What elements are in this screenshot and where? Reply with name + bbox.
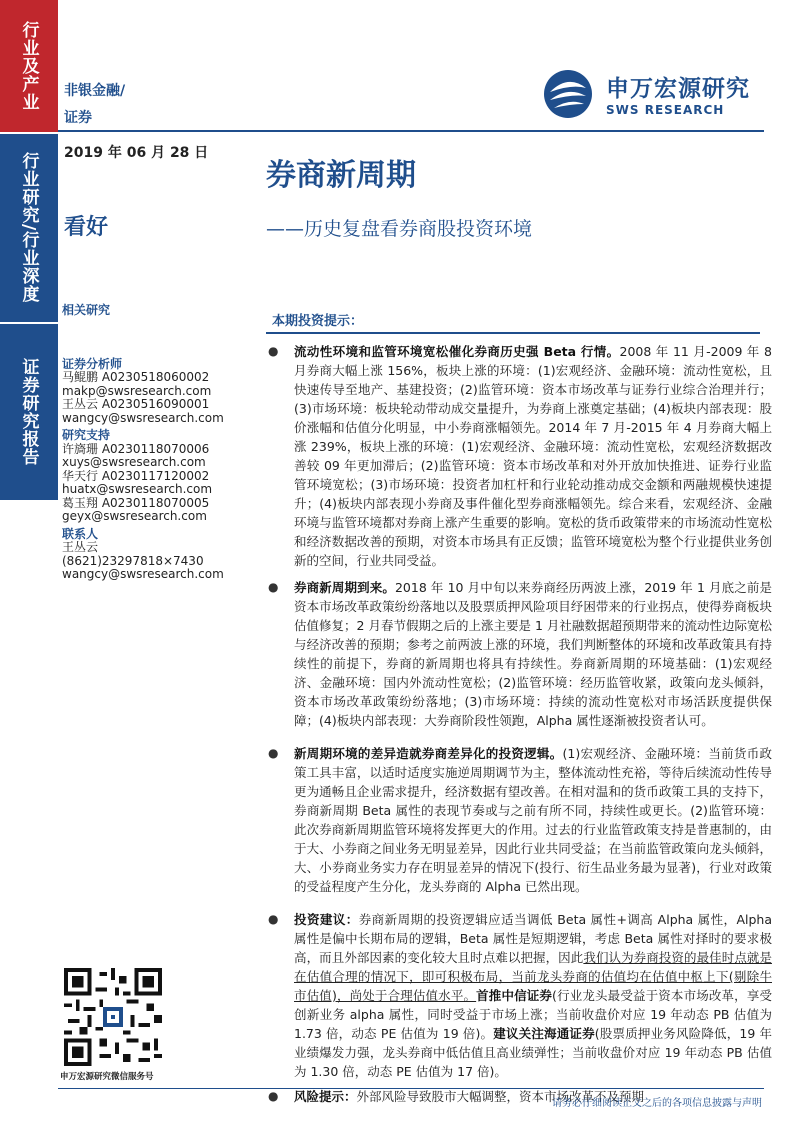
analyst-line: 马鲲鹏 A0230518060002 <box>62 370 210 384</box>
qr-caption: 申万宏源研究微信服务号 <box>60 1072 154 1082</box>
bullet-dot-icon: ● <box>268 580 279 594</box>
contact-email: wangcy@swsresearch.com <box>62 567 224 581</box>
bullet-dot-icon: ● <box>268 344 279 358</box>
analyst-email: wangcy@swsresearch.com <box>62 410 224 425</box>
bullet-heading: 券商新周期到来。 <box>294 580 395 595</box>
bullet-item <box>266 744 772 896</box>
bullet-underlined-text: 我们认为券商投资的最佳时点就是在估值合理的情况下，即可积极布局，当前龙头券商的估值均在估值中枢上下(剔除牛市估值)，尚处于合理估值水平。 <box>294 950 772 1003</box>
bullet-heading: 投资建议： <box>294 912 359 927</box>
bullet-dot-icon: ● <box>268 746 279 760</box>
logo-text <box>606 70 750 117</box>
contact-phone: (8621)23297818×7430 <box>62 553 204 568</box>
support-email: huatx@swsresearch.com <box>62 482 213 496</box>
support-heading: 研究支持 <box>62 428 111 442</box>
analyst-email: makp@swsresearch.com <box>62 383 212 398</box>
logo-english: SWS RESEARCH <box>606 103 725 117</box>
header-divider <box>58 130 764 132</box>
bullet-dot-icon: ● <box>268 1089 279 1103</box>
bullet-text: (股票质押业务风险降低，19 年业绩爆发力强，龙头券商中低估值且高业绩弹性；当前收盘价对应 19 年动态 PB 估值为 1.30 倍，动态 PE 估值为 17 倍)。 <box>294 1026 772 1079</box>
sidebar-band-securities-label: 证券研究报告 <box>18 358 39 466</box>
bullet-bold-text: 建议关注海通证券 <box>493 1026 595 1041</box>
report-subtitle: ——历史复盘看券商股投资环境 <box>266 218 533 240</box>
logo-chinese: 申万宏源研究 <box>606 76 750 102</box>
analyst-heading: 证券分析师 <box>62 356 123 371</box>
bullet-heading: 风险提示： <box>294 1089 357 1104</box>
industry-line-1: 非银金融/ <box>64 83 126 99</box>
summary-bullets <box>266 342 772 1106</box>
summary-heading: 本期投资提示： <box>266 310 760 334</box>
industry-line-2: 证券 <box>64 110 92 126</box>
bullet-dot-icon: ● <box>268 912 279 926</box>
sidebar-band-report-type <box>0 134 58 322</box>
support-email: xuys@swsresearch.com <box>62 455 206 469</box>
contact-heading: 联系人 <box>62 526 99 541</box>
footer-disclaimer: 请务必仔细阅读正文之后的各项信息披露与声明 <box>552 1098 762 1109</box>
bullet-item <box>266 910 772 1081</box>
bullet-text: 2008 年 11 月-2009 年 8 月券商大幅上涨 156%，板块上涨的环境：(1)宏观经济、金融环境：流动性宽松，且快速传导至地产、基建投资；(2)监管环境：资本市场改革与证券行业综合治理并行；(3)市场环境：板块轮动带动成交量提升，为券商上涨奠定基础；(4)板块内部表现：股价涨幅和估值分化明显，中小券商涨幅领先。2014 年 7 月-2015 年 4 月券商大幅上涨 239%，板块上涨的环境：(1)宏观经济、金融环境：流动性宽松，宏观经济数据改善较 09 年更加滞后；(2)监管环境：资本市场改革和对外开放加快推进、证券行业监管环境宽松；(3)市场环境：投资者加杠杆和行业轮动推动成交金额和两融规模快速提升；(4)板块内部表现小券商及事件催化型券商涨幅领先。综合来看，宏观经济、金融环境与监管环境都对券商上涨产生重要的影响。宽松的货币政策带来的市场流动性宽松和经济数据改善的预期，对资本市场具有正反馈；监管环境宽松为整个行业提供业务创新的空间，行业共同受益。 <box>294 344 773 568</box>
report-date: 2019 年 06 月 28 日 <box>64 145 209 161</box>
bullet-item <box>266 578 772 730</box>
rating: 看好 <box>64 215 109 240</box>
report-title: 券商新周期 <box>266 158 416 193</box>
qr-code-icon <box>64 968 162 1066</box>
sidebar-band-report-type-label: 行业研究/行业深度 <box>18 152 39 304</box>
sidebar-band-industry-label: 行业及产业 <box>18 21 39 111</box>
bullet-heading: 流动性环境和监管环境宽松催化券商历史强 Beta 行情。 <box>294 344 620 359</box>
analyst-line: 王丛云 A0230516090001 <box>62 397 210 411</box>
footer-divider <box>58 1088 764 1089</box>
bullet-text: 外部风险导致股市大幅调整，资本市场改革不及预期 <box>356 1089 645 1104</box>
bullet-heading: 新周期环境的差异造就券商差异化的投资逻辑。 <box>294 746 563 761</box>
related-research-heading: 相关研究 <box>62 303 111 317</box>
bullet-text: 2018 年 10 月中旬以来券商经历两波上涨，2019 年 1 月底之前是资本市场改革政策纷纷落地以及股票质押风险项目纾困带来的行业拐点，使得券商板块估值修复；2 月春节假期之后的上涨主要是 1 月社融数据超预期带来的流动性边际宽松与经济改善的预期；参考之前两波上涨的环境，我们判断整体的环境和改革政策具有持续性的前提下，券商的新周期也将具有持续性。券商新周期的环境基础：(1)宏观经济、金融环境：国内外流动性宽松；(2)监管环境：经历监管收紧，政策向龙头倾斜，资本市场改革政策纷纷落地；(3)市场环境：持续的流动性宽松对市场活跃度提供保障；(4)板块内部表现：大券商阶段性领跑，Alpha 属性逐渐被投资者认可。 <box>294 580 772 728</box>
bullet-item <box>266 342 772 570</box>
contact-name: 王丛云 <box>62 540 99 554</box>
support-line: 葛玉翔 A0230118070005 <box>62 495 210 510</box>
bullet-bold-text: 首推中信证券 <box>476 988 553 1003</box>
sidebar-band-industry <box>0 0 58 132</box>
support-email: geyx@swsresearch.com <box>62 509 207 523</box>
support-line: 许旖珊 A0230118070006 <box>62 441 210 456</box>
bullet-text: (行业龙头最受益于资本市场改革，享受创新业务 alpha 属性，同时受益于市场上涨；当前收盘价对应 19 年动态 PB 估值为 1.73 倍，动态 PE 估值为 19 倍)。 <box>294 988 772 1041</box>
left-info-column <box>62 300 262 582</box>
industry-label <box>64 78 125 132</box>
bullet-text: 券商新周期的投资逻辑应适当调低 Beta 属性+调高 Alpha 属性，Alpha 属性是偏中长期布局的逻辑，Beta 属性是短期逻辑，考虑 Beta 属性对择时的要求极高，而且外部因素的变化较大且时点难以把握，因此 <box>294 912 772 965</box>
sidebar-band-securities <box>0 324 58 500</box>
bullet-text: (1)宏观经济、金融环境：当前货币政策工具丰富，以适时适度实施逆周期调节为主，整体流动性充裕，等待后续流动性传导更为通畅且企业需求提升，经济数据有望改善。在相对温和的货币政策工具的支持下，券商新周期 Beta 属性的表现节奏或与之前有所不同，持续性或更长。(2)监管环境：此次券商新周期监管环境将发挥更大的作用。过去的行业监管政策支持是普惠制的，由于大、小券商之间业务无明显差异，因此行业共同受益；在当前监管政策向龙头倾斜，大、小券商业务实力存在明显差异的情况下(投行、衍生品业务最为显著)，行业对政策的受益程度产生分化，龙头券商的 Alpha 已然出现。 <box>294 746 772 894</box>
support-line: 华天行 A0230117120002 <box>62 468 210 483</box>
